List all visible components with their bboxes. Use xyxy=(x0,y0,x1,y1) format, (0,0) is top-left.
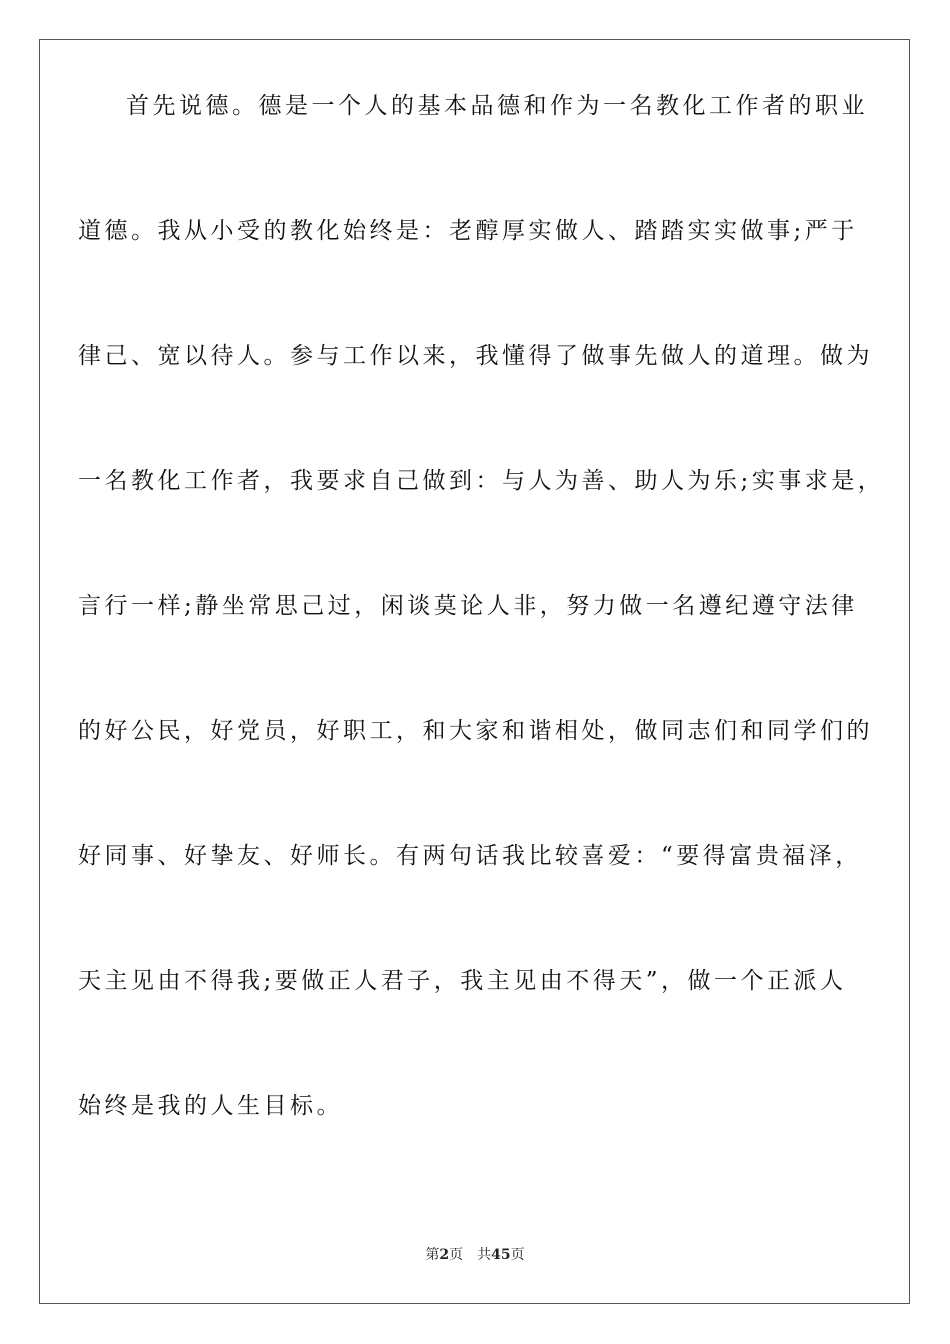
paragraph-line: 的好公民，好党员，好职工，和大家和谐相处，做同志们和同学们的 xyxy=(78,718,873,744)
total-suffix: 页 xyxy=(510,1247,525,1263)
paragraph-line: 道德。我从小受的教化始终是：老醇厚实做人、踏踏实实做事;严于 xyxy=(78,218,858,244)
page-number: 2 xyxy=(439,1247,450,1263)
paragraph-line: 始终是我的人生目标。 xyxy=(78,1093,343,1119)
paragraph-line: 一名教化工作者，我要求自己做到：与人为善、助人为乐;实事求是， xyxy=(78,468,885,494)
paragraph-line: 首先说德。德是一个人的基本品德和作为一名教化工作者的职业 xyxy=(126,93,868,119)
paragraph-line: 言行一样;静坐常思己过，闲谈莫论人非，努力做一名遵纪遵守法律 xyxy=(78,593,858,619)
page-suffix: 页 xyxy=(449,1247,464,1263)
document-body xyxy=(78,92,885,1217)
page-footer xyxy=(0,1246,950,1264)
paragraph-line: 好同事、好挚友、好师长。有两句话我比较喜爱：“要得富贵福泽， xyxy=(78,843,862,869)
total-pages: 45 xyxy=(491,1247,511,1263)
page-prefix: 第 xyxy=(425,1247,440,1263)
paragraph-line: 天主见由不得我;要做正人君子，我主见由不得天”，做一个正派人 xyxy=(78,968,847,994)
total-prefix: 共 xyxy=(477,1247,492,1263)
paragraph-line: 律己、宽以待人。参与工作以来，我懂得了做事先做人的道理。做为 xyxy=(78,343,873,369)
